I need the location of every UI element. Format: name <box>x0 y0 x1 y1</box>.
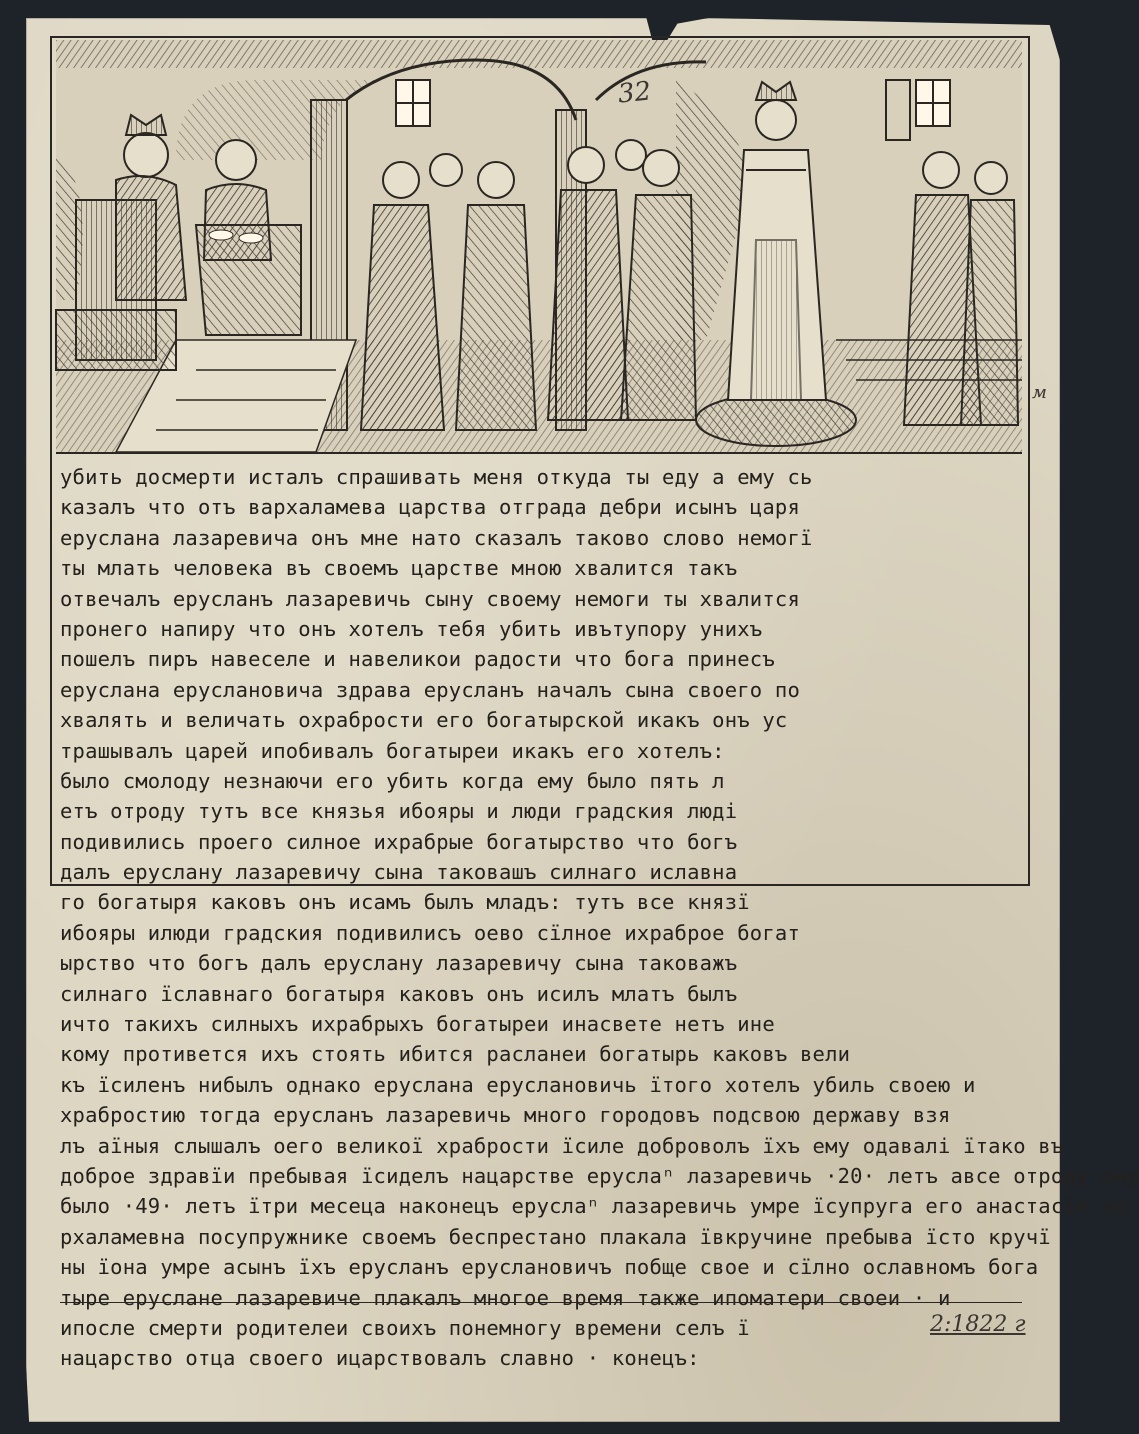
text-line: го богатыря каковъ онъ исамъ былъ младъ: тутъ все князї <box>60 890 750 915</box>
text-line: убить досмерти исталъ спрашивать меня откуда ты еду а ему сь <box>60 465 813 489</box>
text-line: отвечалъ ерусланъ лазаревичь сыну своему немоги ты хвалится <box>60 586 800 611</box>
text-line: хвалять и величать охрабрости его богатырской икакъ онъ ус <box>60 708 788 733</box>
text-line: тыре еруслане лазаревиче плакалъ многое время также ипоматери своеи · и <box>60 1285 951 1310</box>
text-line: ибояры илюди градския подивилисъ оево сїлное ихраброе богат <box>60 920 800 945</box>
text-line: кому противется ихъ стоять ибится расланеи богатырь каковъ вели <box>60 1042 851 1067</box>
text-line: было ·49· летъ їтри месеца наконецъ еруслаⁿ лазаревичь умре їсупруга его анастасїя во <box>60 1194 1127 1219</box>
page-number: 32 <box>616 76 653 110</box>
text-line: ырство что богъ далъ еруслану лазаревичу сына таковажъ <box>60 951 738 976</box>
bottom-rule <box>60 1302 1022 1303</box>
text-line: нацарство отца своего ицарствовалъ славно · конецъ: <box>60 1346 700 1371</box>
text-line: казалъ что отъ вархаламева царства отграда дебри исынъ царя <box>60 495 800 520</box>
woodcut-illustration <box>56 40 1022 454</box>
text-body <box>60 462 1139 1374</box>
text-line: къ ïсиленъ нибылъ однако еруслана еруслановичь їтого хотелъ убиль своею и <box>60 1072 976 1097</box>
text-line: еруслана лазаревича онъ мне нато сказалъ таково слово немогї <box>60 525 813 550</box>
text-line: силнаго ïславнаго богатыря каковъ онъ исилъ млатъ былъ <box>60 981 738 1006</box>
text-line: рхаламевна посупружнике своемъ беспрестано плакала ївкручине пребыва їсто кручї <box>60 1224 1051 1249</box>
text-line: трашывалъ царей ипобивалъ богатыреи икакъ его хотелъ: <box>60 738 725 763</box>
text-line: етъ отроду тутъ все князья ибояры и люди градския люді <box>60 799 738 824</box>
text-line: подивились проего силное ихрабрые богатырство что богъ <box>60 829 738 854</box>
margin-mark: м <box>1032 382 1047 403</box>
text-line: ипосле смерти родителеи своихъ понемногу времени селъ ї <box>60 1315 750 1340</box>
archive-mark <box>930 1312 1026 1337</box>
text-line: доброе здравїи пребывая їсиделъ нацарстве еруслаⁿ лазаревичь ·20· летъ авсе отроду ему <box>60 1163 1139 1188</box>
text-line: далъ еруслану лазаревичу сына таковашъ силнаго иславна <box>60 860 738 885</box>
text-line: пошелъ пиръ навеселе и навеликои радости что бога принесъ <box>60 647 775 672</box>
text-line: храбростию тогда ерусланъ лазаревичь много городовъ подсвою державу взя <box>60 1103 951 1128</box>
text-line: ичто такихъ силныхъ ихрабрыхъ богатыреи инасвете нетъ ине <box>60 1012 775 1037</box>
text-line: ты млать человека въ своемъ царстве мною хвалится такъ <box>60 556 738 581</box>
text-line: пронего напиру что онъ хотелъ тебя убить ивътупору унихъ <box>60 616 763 641</box>
woodcut-engraving <box>56 40 1022 452</box>
text-line: еруслана еруслановича здрава ерусланъ началъ сына своего по <box>60 677 800 702</box>
text-line: лъ аїныя слышалъ оего великої храбрости їсиле доброволъ їхъ ему одавалі їтако въ <box>60 1133 1064 1158</box>
text-line: было смолоду незнаючи его убить когда ему было пять л <box>60 768 725 793</box>
text-line: ны їона умре асынъ їхъ ерусланъ еруслановичъ побще свое и сїлно ославномъ бога <box>60 1255 1039 1280</box>
archive-mark-text: 2:1822 г <box>930 1312 1026 1337</box>
